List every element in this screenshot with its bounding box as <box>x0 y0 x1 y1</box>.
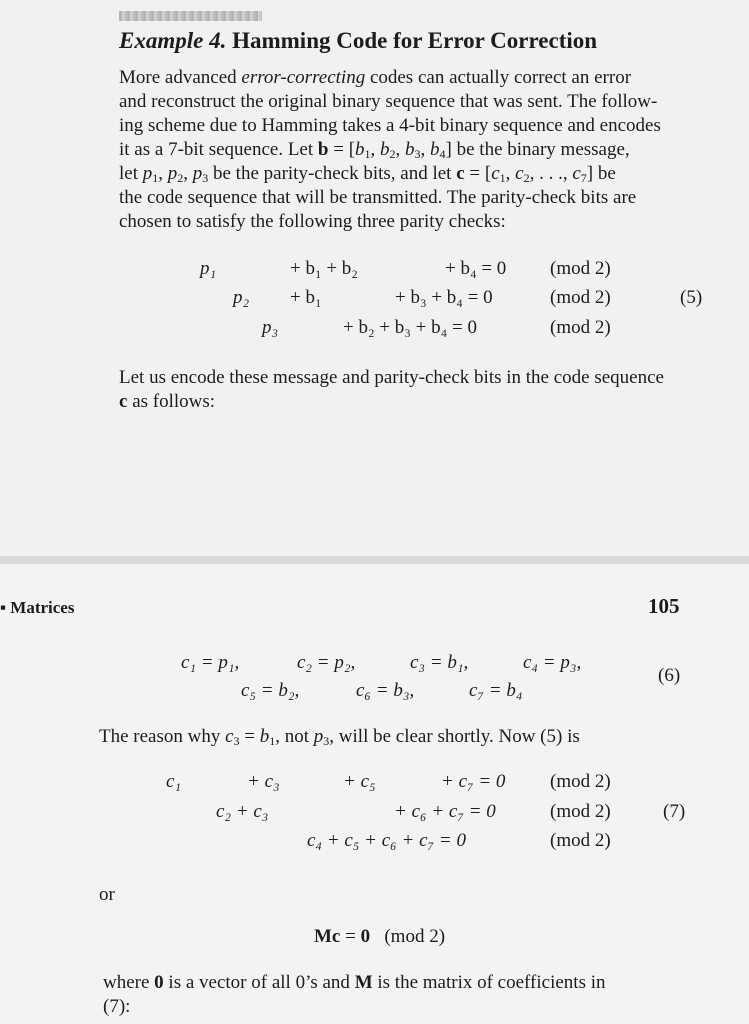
eq7-row1-rhs: + c₇ = 0 <box>441 771 506 792</box>
example-heading <box>119 28 597 54</box>
eq5-row2-rhs: + b₃ + b₄ = 0 <box>395 287 493 308</box>
eq7-row1-c1: c₁ <box>166 771 182 792</box>
example-label: Example 4. <box>119 28 227 53</box>
eq5-row1-mod: (mod 2) <box>550 258 611 279</box>
eq7-row3-mod: (mod 2) <box>550 830 611 851</box>
para2-line1: Let us encode these message and parity-check bits in the code sequence <box>119 367 664 388</box>
eq6-r2b: c₆ = b₃, <box>356 680 415 701</box>
eq6-number: (6) <box>658 665 681 686</box>
eq7-row2-mod: (mod 2) <box>550 801 611 822</box>
eq7-row1-c3: + c₃ <box>247 771 280 792</box>
or-word: or <box>99 884 115 905</box>
eq5-row2-mid: + b₁ <box>290 287 322 308</box>
eq7-row2-rhs: + c₆ + c₇ = 0 <box>394 801 496 822</box>
eq7-number: (7) <box>663 801 686 822</box>
page-number: 105 <box>648 594 680 618</box>
eq5-row2-mod: (mod 2) <box>550 287 611 308</box>
eq5-row3-rhs: + b₂ + b₃ + b₄ = 0 <box>343 317 477 338</box>
eq5-row1-lhs: p₁ <box>200 258 217 279</box>
para1-line7: chosen to satisfy the following three parity checks: <box>119 211 506 232</box>
eq6-r2c: c₇ = b₄ <box>469 680 523 701</box>
example-title: Hamming Code for Error Correction <box>232 28 598 53</box>
where-line1: where 0 is a vector of all 0’s and M is the matrix of coefficients in <box>103 972 606 993</box>
eq7-row1-mod: (mod 2) <box>550 771 611 792</box>
para1-line2: and reconstruct the original binary sequence that was sent. The follow- <box>119 91 658 112</box>
eq5-row1-rhs: + b₄ = 0 <box>445 258 507 279</box>
eq6-r2a: c₅ = b₂, <box>241 680 300 701</box>
eq5-row3-lhs: p₃ <box>262 317 279 338</box>
eq5-row2-lhs: p₂ <box>233 287 250 308</box>
eq6-r1b: c₂ = p₂, <box>297 652 356 673</box>
eq6-r1c: c₃ = b₁, <box>410 652 469 673</box>
page-separator <box>0 556 749 564</box>
eq5-number: (5) <box>680 287 703 308</box>
scratched-header-mark <box>119 11 262 21</box>
para1-line5: let $p_1$, $p_2$, $p_3$ be the parity-check bits, and let $c = [c_1$, $c_2$, . . ., $c_7$] be <box>119 163 616 185</box>
eq5-row1-mid: + b₁ + b₂ <box>290 258 358 279</box>
eq6-r1d: c₄ = p₃, <box>523 652 582 673</box>
running-head: ▪ Matrices <box>0 598 75 617</box>
where-line2: (7): <box>103 996 131 1017</box>
para1-line6: the code sequence that will be transmitted. The parity-check bits are <box>119 187 637 208</box>
page-bottom <box>0 564 749 1024</box>
eq6-r1a: c₁ = p₁, <box>181 652 240 673</box>
eq7-row3: c₄ + c₅ + c₆ + c₇ = 0 <box>307 830 466 851</box>
para1-line3: ing scheme due to Hamming takes a 4-bit binary sequence and encodes <box>119 115 661 136</box>
eq7-row1-c5: + c₅ <box>343 771 376 792</box>
para1-line1: More advanced error-correcting codes can actually correct an error <box>119 67 632 88</box>
para2-line2: c as follows: <box>119 391 216 412</box>
eq7-row2-lhs: c₂ + c₃ <box>216 801 269 822</box>
eq5-row3-mod: (mod 2) <box>550 317 611 338</box>
para1-line4: it as a 7-bit sequence. Let $b = [b_1$, $b_2$, $b_3$, $b_4$] be the binary message, <box>119 139 630 161</box>
reason-line: The reason why $c_3 = b_1$, not $p_3$, will be clear shortly. Now (5) is <box>99 726 580 748</box>
mc-equation: Mc = 0 (mod 2) <box>314 926 446 947</box>
